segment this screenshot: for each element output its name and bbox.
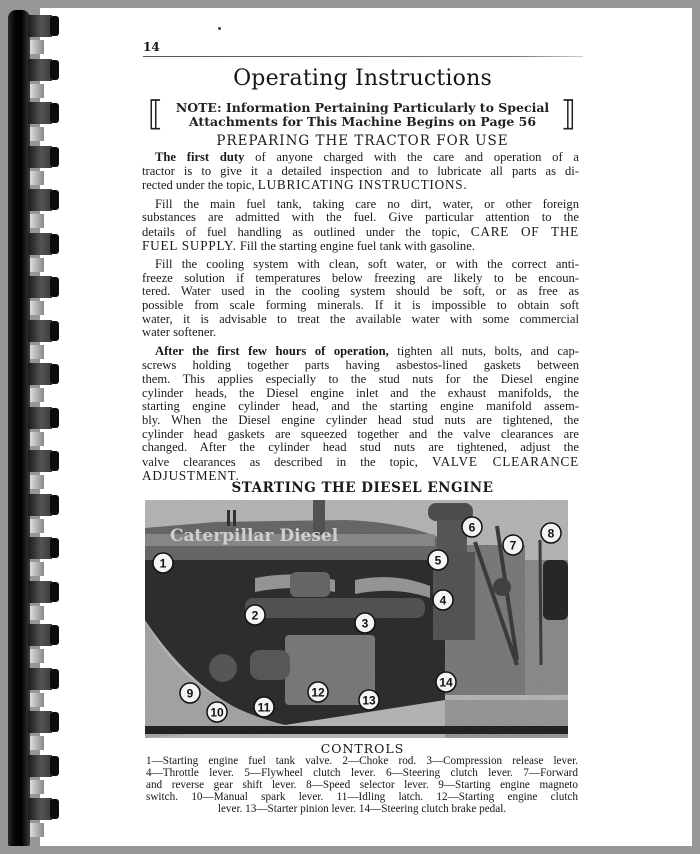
binding-tooth	[28, 581, 62, 603]
section-heading-preparing: PREPARING THE TRACTOR FOR USE	[216, 133, 509, 149]
topic-lubricating: LUBRICATING INSTRUCTIONS.	[257, 177, 468, 193]
binding-gap	[30, 606, 44, 620]
svg-text:13: 13	[362, 693, 376, 708]
svg-text:10: 10	[210, 705, 224, 720]
binding-gap	[30, 214, 44, 228]
binding-tooth	[28, 102, 62, 124]
binding-tooth	[28, 450, 62, 472]
engine-lettering: Caterpillar Diesel	[170, 526, 339, 546]
callout-10	[207, 702, 227, 722]
section-preparing-body	[142, 151, 579, 488]
binding-gap	[30, 649, 44, 663]
svg-text:9: 9	[186, 686, 194, 701]
binding-gap	[30, 562, 44, 576]
binding-tooth	[28, 233, 62, 255]
binding-gap	[30, 475, 44, 489]
caption-line: and reverse gear shift lever. 8—Speed selector lever. 9—Starting engine magneto	[146, 779, 578, 791]
binding-gap	[30, 301, 44, 315]
engine-controls-photo	[145, 500, 568, 738]
binding-tooth	[28, 494, 62, 516]
binding-gap	[30, 736, 44, 750]
paragraph-cooling-system: Fill the cooling system with clean, soft water, or with the correct anti- freeze solution if temperatures below freezing are likely to be encoun- tered. Water used in the cooling system should be soft, or as free as possible from scale forming minerals. If it is impossible to obtain soft water, it is advisable to treat the available water with some commercial water softener.	[142, 256, 579, 340]
binding-tooth	[28, 146, 62, 168]
topic-valve-clearance-2: ADJUSTMENT.	[142, 467, 240, 483]
lead-first-hours: After the first few hours of operation,	[155, 344, 389, 359]
note-line-2: Attachments for This Machine Begins on Page 56	[188, 114, 537, 129]
page-number: 14	[143, 40, 160, 54]
controls-caption	[146, 755, 578, 815]
svg-text:11: 11	[257, 700, 271, 715]
binding-tooth	[28, 537, 62, 559]
binding-gap	[30, 432, 44, 446]
caption-line: switch. 10—Manual spark lever. 11—Idling latch. 12—Starting engine clutch	[146, 791, 578, 803]
binding-gap	[30, 345, 44, 359]
paragraph-first-duty: The first duty of anyone charged with the care and operation of a tractor is to give it a detailed inspection and to lubricate all parts as di- rected under the topic, LUBRICATING INSTRUCTIONS.	[142, 150, 579, 193]
svg-text:3: 3	[361, 616, 369, 631]
svg-text:6: 6	[468, 520, 476, 535]
callout-9	[180, 683, 200, 703]
callout-12	[308, 682, 328, 702]
engine-photo-illustration	[145, 500, 568, 738]
binding-gap	[30, 693, 44, 707]
svg-text:1: 1	[159, 556, 167, 571]
svg-text:7: 7	[509, 538, 517, 553]
binding-gap	[30, 171, 44, 185]
paper-speck	[218, 27, 221, 30]
callout-5	[428, 550, 448, 570]
svg-text:5: 5	[434, 553, 442, 568]
binding-gap	[30, 780, 44, 794]
paragraph-first-hours: After the first few hours of operation, tighten all nuts, bolts, and cap- screws holding together parts having asbestos-lined gaskets between them. This applies especially to the stud nuts for the Diesel engine cylinder heads, the Diesel engine inlet and the exhaust manifolds, the starting engine cylinder head, and the starting engine manifold assem- bly. When the Diesel engine cylinder head stud nuts are tightened, the cylinder head gaskets are squeezed together and the valve clearances are changed. After the cylinder head stud nuts are tightened, adjust the valve clearances as described in the topic, VALVE CLEARANCE ADJUSTMENT.	[142, 344, 580, 483]
lead-first-duty: The first duty	[155, 150, 245, 164]
svg-text:4: 4	[439, 593, 447, 608]
right-bracket-icon: ⟧	[560, 94, 577, 134]
callout-6	[462, 517, 482, 537]
binding-gap	[30, 40, 44, 54]
special-attachments-note	[170, 101, 555, 129]
binding-tooth	[28, 755, 62, 777]
note-line-1: NOTE: Information Pertaining Particularly to Special	[175, 100, 550, 115]
binding-tooth	[28, 363, 62, 385]
svg-text:12: 12	[311, 685, 325, 700]
caption-line: 1—Starting engine fuel tank valve. 2—Choke rod. 3—Compression release lever.	[146, 755, 578, 767]
binding-tooth	[28, 59, 62, 81]
callout-1	[153, 553, 173, 573]
svg-text:14: 14	[439, 675, 453, 690]
binding-tooth	[28, 798, 62, 820]
topic-care-of-fuel-1: CARE OF THE	[470, 223, 579, 239]
paragraph-fuel-tank: Fill the main fuel tank, taking care no dirt, water, or other foreign substances are admitted with the fuel. Give particular attention to the details of fuel handling as outlined under the topic, CARE OF THE FUEL SUPPLY. Fill the starting engine fuel tank with gasoline.	[142, 196, 579, 253]
callout-8	[541, 523, 561, 543]
left-bracket-icon: ⟦	[147, 94, 164, 134]
topic-care-of-fuel-2: FUEL SUPPLY.	[142, 237, 237, 253]
caption-line: 4—Throttle lever. 5—Flywheel clutch lever. 6—Steering clutch lever. 7—Forward	[146, 767, 578, 779]
binding-gap	[30, 823, 44, 837]
binding-gap	[30, 127, 44, 141]
binding-gap	[30, 84, 44, 98]
binding-tooth	[28, 624, 62, 646]
callout-3	[355, 613, 375, 633]
binding-tooth	[28, 15, 62, 37]
binding-tooth	[28, 320, 62, 342]
callout-2	[245, 605, 265, 625]
header-rule	[143, 56, 583, 57]
lever-speed-selector	[540, 540, 541, 665]
binding-gap	[30, 258, 44, 272]
binding-tooth	[28, 276, 62, 298]
callout-4	[433, 590, 453, 610]
binding-tooth	[28, 668, 62, 690]
callout-7	[503, 535, 523, 555]
binding-spine	[8, 10, 30, 846]
binding-gap	[30, 519, 44, 533]
svg-text:2: 2	[251, 608, 259, 623]
page-title: Operating Instructions	[233, 66, 492, 91]
binding-gap	[30, 388, 44, 402]
callout-14	[436, 672, 456, 692]
topic-valve-clearance-1: VALVE CLEARANCE	[431, 453, 579, 469]
caption-title: CONTROLS	[320, 741, 405, 756]
caption-line: lever. 13—Starter pinion lever. 14—Steering clutch brake pedal.	[217, 803, 507, 815]
svg-text:8: 8	[547, 526, 555, 541]
binding-tooth	[28, 189, 62, 211]
binding-tooth	[28, 407, 62, 429]
section-heading-starting: STARTING THE DIESEL ENGINE	[231, 480, 494, 496]
binding-tooth	[28, 711, 62, 733]
callout-13	[359, 690, 379, 710]
callout-11	[254, 697, 274, 717]
